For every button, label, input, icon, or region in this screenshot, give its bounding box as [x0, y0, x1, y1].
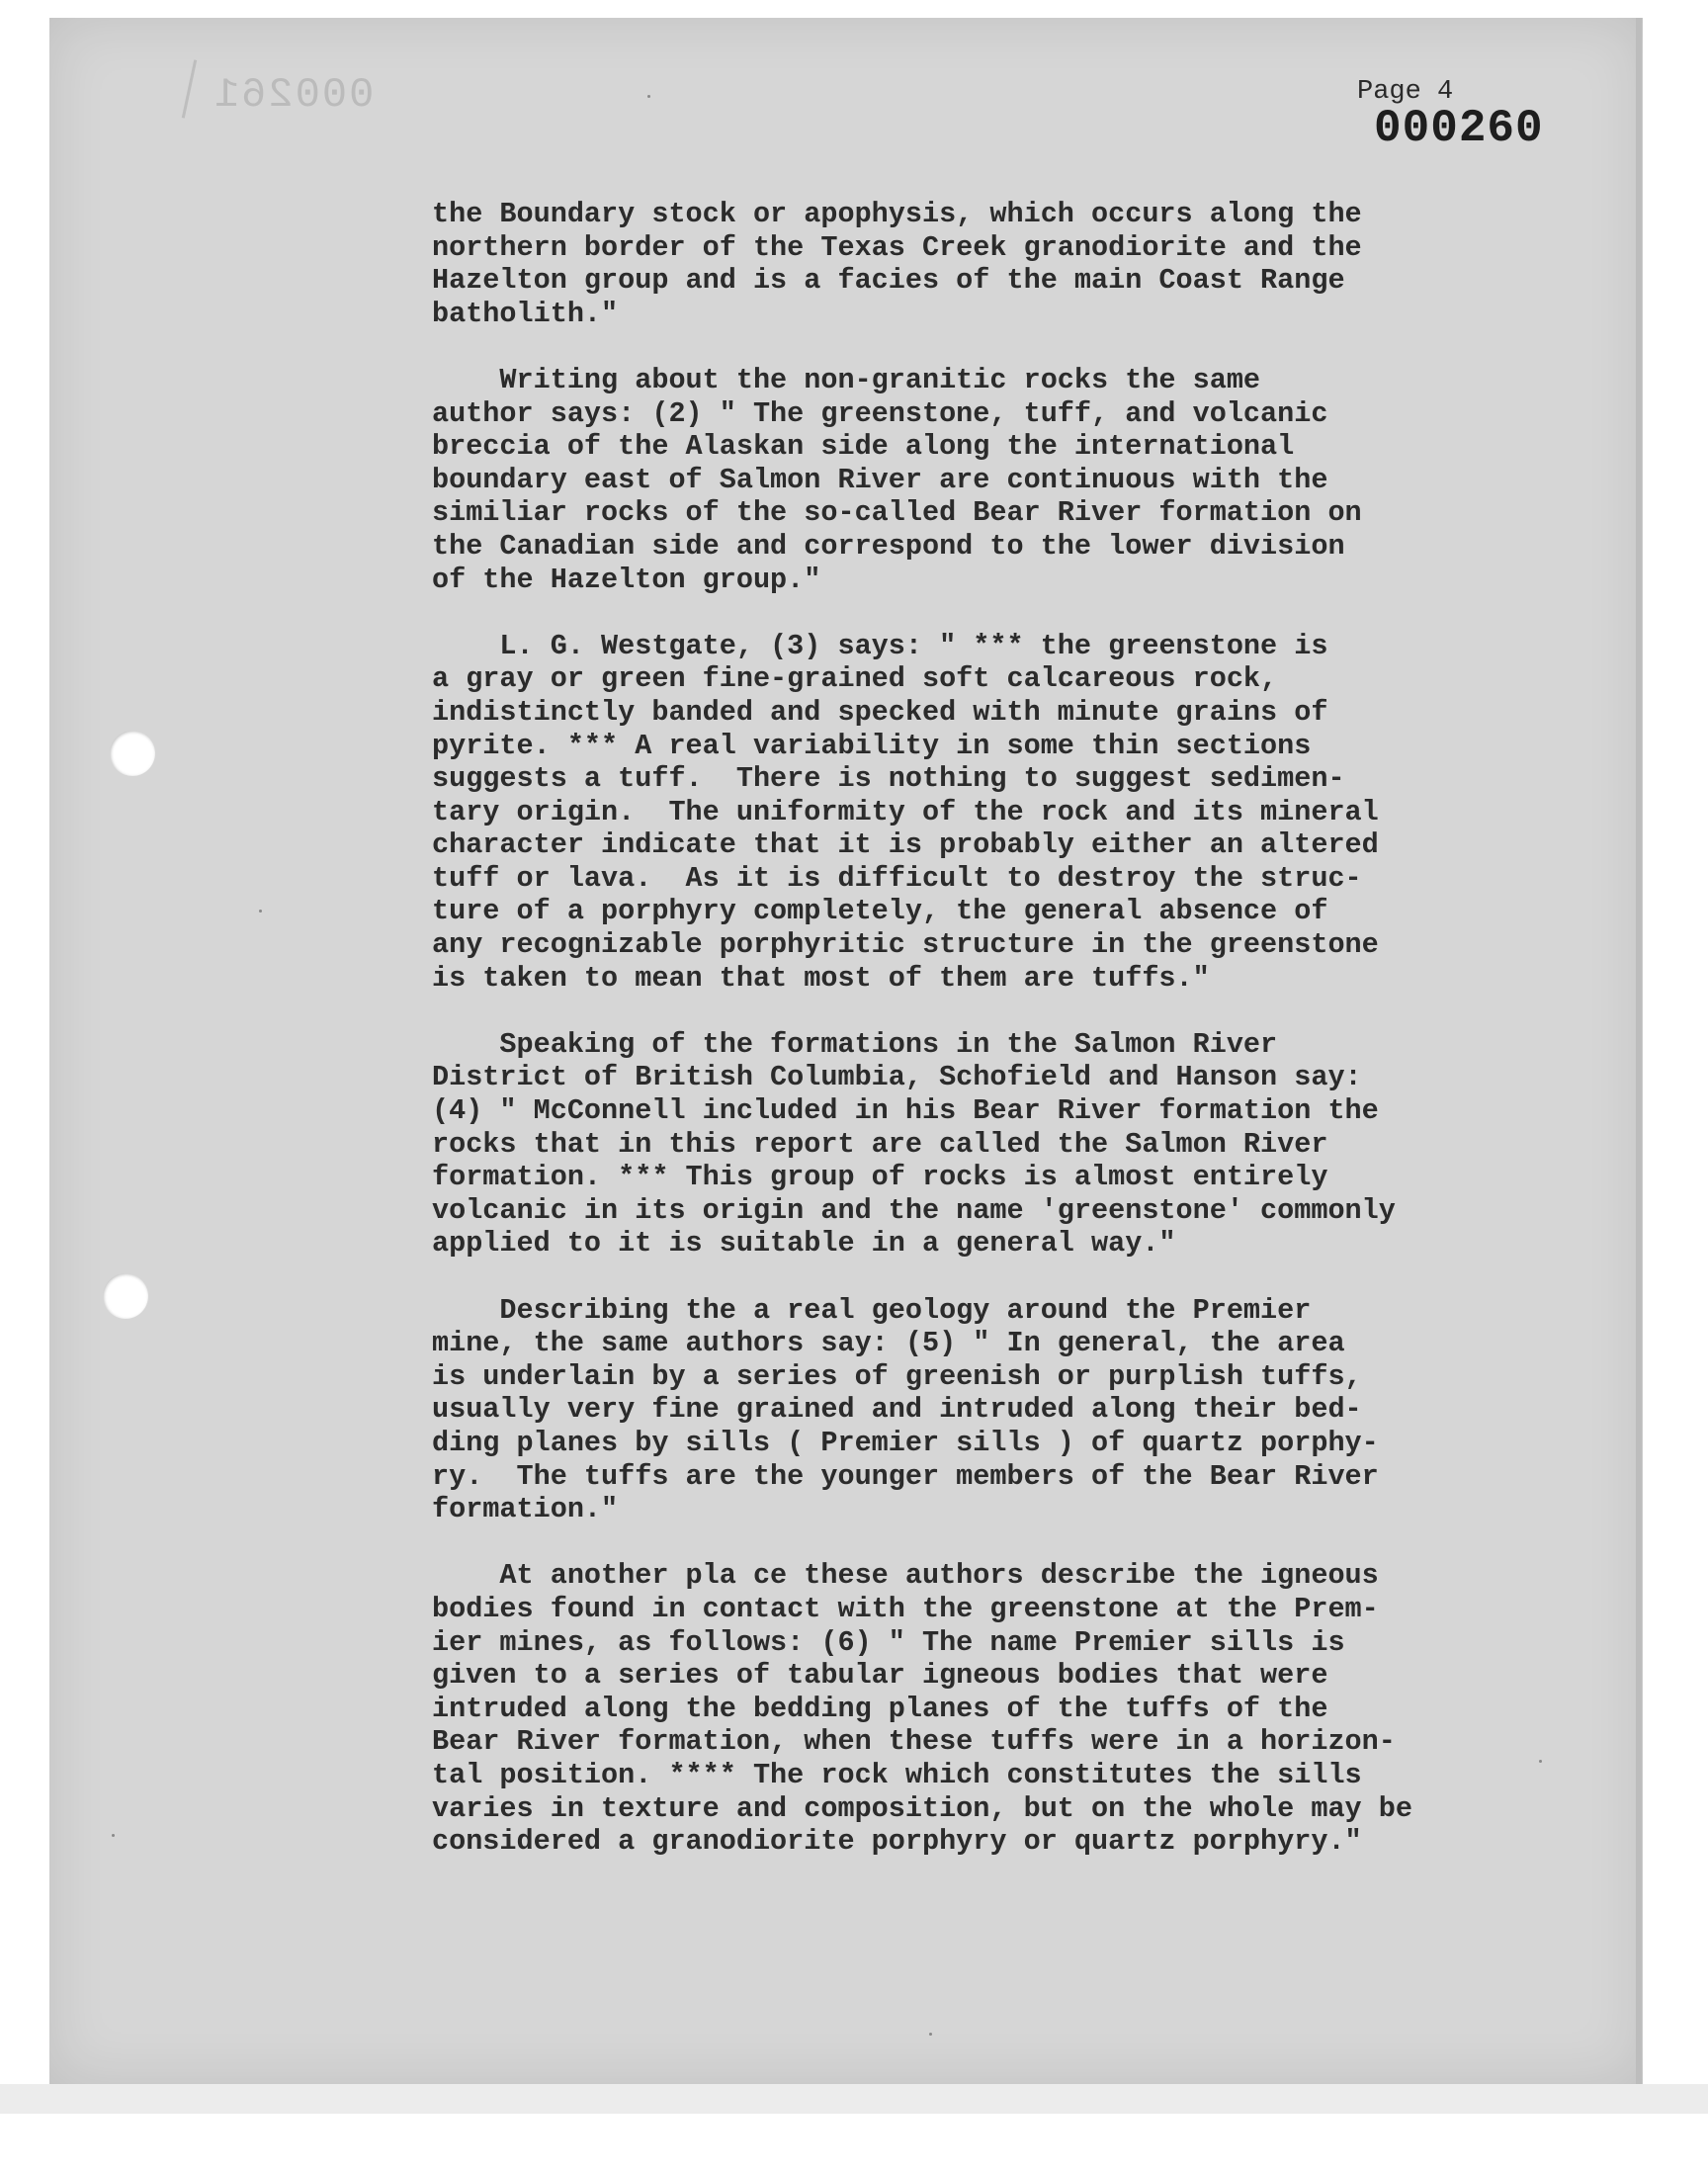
- text-line: Describing the a real geology around the Premier: [432, 1293, 1312, 1327]
- text-line: is taken to mean that most of them are tuffs.": [432, 961, 1210, 995]
- text-line: character indicate that it is probably either an altered: [432, 828, 1379, 862]
- sheet-edge: [1636, 18, 1642, 2084]
- paragraph: [432, 1559, 1420, 1858]
- text-line: tal position. **** The rock which constitutes the sills: [432, 1758, 1362, 1791]
- speck: [112, 1834, 115, 1837]
- text-line: northern border of the Texas Creek granodiorite and the: [432, 230, 1362, 264]
- speck: [929, 2033, 932, 2036]
- text-line: formation. *** This group of rocks is almost entirely: [432, 1161, 1328, 1194]
- paragraph: [432, 1028, 1420, 1261]
- paragraph: [432, 1294, 1420, 1526]
- paragraph: [432, 630, 1420, 996]
- text-line: varies in texture and composition, but on the whole may be: [432, 1791, 1412, 1825]
- text-line: indistinctly banded and specked with minute grains of: [432, 695, 1328, 729]
- document-number: 000260: [1374, 103, 1544, 154]
- text-line: tuff or lava. As it is difficult to destroy the struc-: [432, 861, 1362, 895]
- document-body: [432, 198, 1420, 1891]
- text-line: ding planes by sills ( Premier sills ) of quartz porphy-: [432, 1426, 1379, 1459]
- text-line: Hazelton group and is a facies of the main Coast Range: [432, 264, 1345, 298]
- text-line: volcanic in its origin and the name 'greenstone' commonly: [432, 1193, 1396, 1227]
- text-line: bodies found in contact with the greenstone at the Prem-: [432, 1592, 1379, 1625]
- text-line: the Boundary stock or apophysis, which occurs along the: [432, 198, 1362, 230]
- text-line: Speaking of the formations in the Salmon River: [432, 1027, 1278, 1061]
- text-line: applied to it is suitable in a general way.": [432, 1227, 1176, 1261]
- speck: [647, 95, 650, 98]
- text-line: the Canadian side and correspond to the lower division: [432, 529, 1345, 563]
- speck: [1539, 1760, 1542, 1763]
- text-line: (4) " McConnell included in his Bear River formation the: [432, 1094, 1379, 1128]
- text-line: Bear River formation, when these tuffs were in a horizon-: [432, 1725, 1396, 1759]
- paragraph: [432, 364, 1420, 596]
- text-line: At another pla ce these authors describe the igneous: [432, 1559, 1379, 1593]
- text-line: rocks that in this report are called the Salmon River: [432, 1127, 1328, 1161]
- text-line: formation.": [432, 1493, 619, 1526]
- text-line: of the Hazelton group.": [432, 563, 821, 596]
- text-line: similiar rocks of the so-called Bear River formation on: [432, 496, 1362, 530]
- text-line: tary origin. The uniformity of the rock and its mineral: [432, 795, 1379, 828]
- scan-bottom-strip: [0, 2084, 1708, 2114]
- text-line: batholith.": [432, 297, 619, 330]
- text-line: usually very fine grained and intruded along their bed-: [432, 1393, 1362, 1427]
- text-line: considered a granodiorite porphyry or quartz porphyry.": [432, 1825, 1362, 1859]
- text-line: suggests a tuff. There is nothing to suggest sedimen-: [432, 762, 1345, 796]
- text-line: ier mines, as follows: (6) " The name Premier sills is: [432, 1625, 1345, 1659]
- text-line: breccia of the Alaskan side along the international: [432, 430, 1295, 464]
- speck: [259, 910, 262, 913]
- text-line: any recognizable porphyritic structure in the greenstone: [432, 928, 1379, 962]
- text-line: pyrite. *** A real variability in some thin sections: [432, 729, 1312, 762]
- text-line: is underlain by a series of greenish or purplish tuffs,: [432, 1359, 1362, 1393]
- text-line: District of British Columbia, Schofield and Hanson say:: [432, 1061, 1362, 1094]
- text-line: a gray or green fine-grained soft calcareous rock,: [432, 662, 1278, 696]
- paragraph: [432, 198, 1420, 330]
- text-line: Writing about the non-granitic rocks the same: [432, 363, 1261, 396]
- text-line: mine, the same authors say: (5) " In general, the area: [432, 1327, 1345, 1360]
- page-label: Page 4: [1357, 77, 1454, 107]
- text-line: ry. The tuffs are the younger members of the Bear River: [432, 1459, 1379, 1493]
- text-line: boundary east of Salmon River are continuous with the: [432, 463, 1328, 496]
- bleed-through-number: 000261: [213, 71, 375, 119]
- text-line: intruded along the bedding planes of the tuffs of the: [432, 1692, 1328, 1725]
- text-line: L. G. Westgate, (3) says: " *** the greenstone is: [432, 629, 1328, 662]
- punch-hole: [110, 731, 155, 776]
- text-line: given to a series of tabular igneous bodies that were: [432, 1659, 1328, 1693]
- text-line: author says: (2) " The greenstone, tuff, and volcanic: [432, 396, 1328, 430]
- punch-hole: [103, 1273, 148, 1319]
- text-line: ture of a porphyry completely, the general absence of: [432, 895, 1328, 928]
